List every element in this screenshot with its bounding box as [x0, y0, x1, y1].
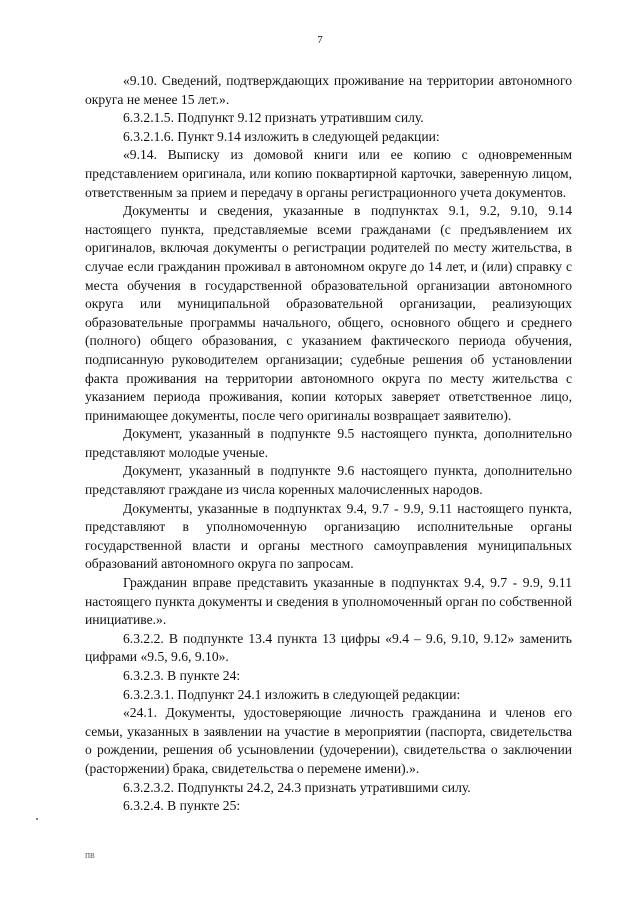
paragraph-9-6-indigenous: Документ, указанный в подпункте 9.6 настоящего пункта, дополнительно представляют граждане из числа коренных малочисленных народов. — [85, 463, 572, 498]
paragraph-6-3-2-1-5: 6.3.2.1.5. Подпункт 9.12 признать утратившим силу. — [123, 110, 424, 126]
paragraph-24-1: «24.1. Документы, удостоверяющие личность гражданина и членов его семьи, указанных в заявлении на участие в мероприятии (паспорта, свидетельства о рождении, решения об усыновлении (удочерении), свидетельства о заключении (расторжении) брака, свидетельства о перемене имени).». — [85, 705, 572, 776]
paragraph-documents-and-info: Документы и сведения, указанные в подпунктах 9.1, 9.2, 9.10, 9.14 настоящего пункта, представляемые всеми гражданами (с предъявлением их оригиналов, включая документы о регистрации родителей по месту жительства, в случае если гражданин проживал в автономном округе до 14 лет, и (или) справку с места обучения в государственной образовательной организации автономного округа или муниципальной образовательной организации, реализующих образовательные программы начального, общего, основного общего и среднего (полного) общего образования, с указанием фактического периода обучения, подписанную руководителем организации; судебные решения об установлении факта проживания на территории автономного округа по месту жительства с указанием периода проживания, копии которых заверяет ответственное лицо, принимающее документы, после чего оригиналы возвращает заявителю). — [85, 203, 572, 423]
scan-speck — [36, 818, 38, 820]
paragraph-6-3-2-1-6: 6.3.2.1.6. Пункт 9.14 изложить в следующей редакции: — [123, 128, 440, 144]
paragraph-6-3-2-3-2: 6.3.2.3.2. Подпункты 24.2, 24.3 признать утратившими силу. — [123, 779, 471, 795]
document-body — [85, 72, 572, 816]
paragraph-own-initiative: Гражданин вправе представить указанные в подпунктах 9.4, 9.7 - 9.9, 9.11 настоящего пункта документы и сведения в уполномоченный орган по собственной инициативе.». — [85, 575, 572, 628]
page-number: 7 — [317, 34, 323, 46]
footer-mark: ПВ — [85, 852, 95, 860]
paragraph-9-10: «9.10. Сведений, подтверждающих проживание на территории автономного округа не менее 15 лет.». — [85, 73, 572, 107]
paragraph-documents-by-request: Документы, указанные в подпунктах 9.4, 9.7 - 9.9, 9.11 настоящего пункта, представляют в уполномоченную организацию исполнительные органы государственной власти и органы местного самоуправления муниципальных образований автономного округа по запросам. — [85, 500, 572, 572]
paragraph-6-3-2-3-1: 6.3.2.3.1. Подпункт 24.1 изложить в следующей редакции: — [123, 686, 461, 702]
paragraph-6-3-2-4: 6.3.2.4. В пункте 25: — [123, 798, 241, 814]
paragraph-9-14: «9.14. Выписку из домовой книги или ее копию с одновременным представлением оригинала, или копию поквартирной карточки, заверенную лицом, ответственным за прием и передачу в органы регистрационного учета документов. — [85, 147, 572, 200]
paragraph-9-5-young-scientists: Документ, указанный в подпункте 9.5 настоящего пункта, дополнительно представляют молодые ученые. — [85, 426, 572, 460]
paragraph-6-3-2-3: 6.3.2.3. В пункте 24: — [123, 668, 241, 683]
paragraph-6-3-2-2: 6.3.2.2. В подпункте 13.4 пункта 13 цифры «9.4 – 9.6, 9.10, 9.12» заменить цифрами «9.5, 9.6, 9.10». — [85, 630, 572, 665]
